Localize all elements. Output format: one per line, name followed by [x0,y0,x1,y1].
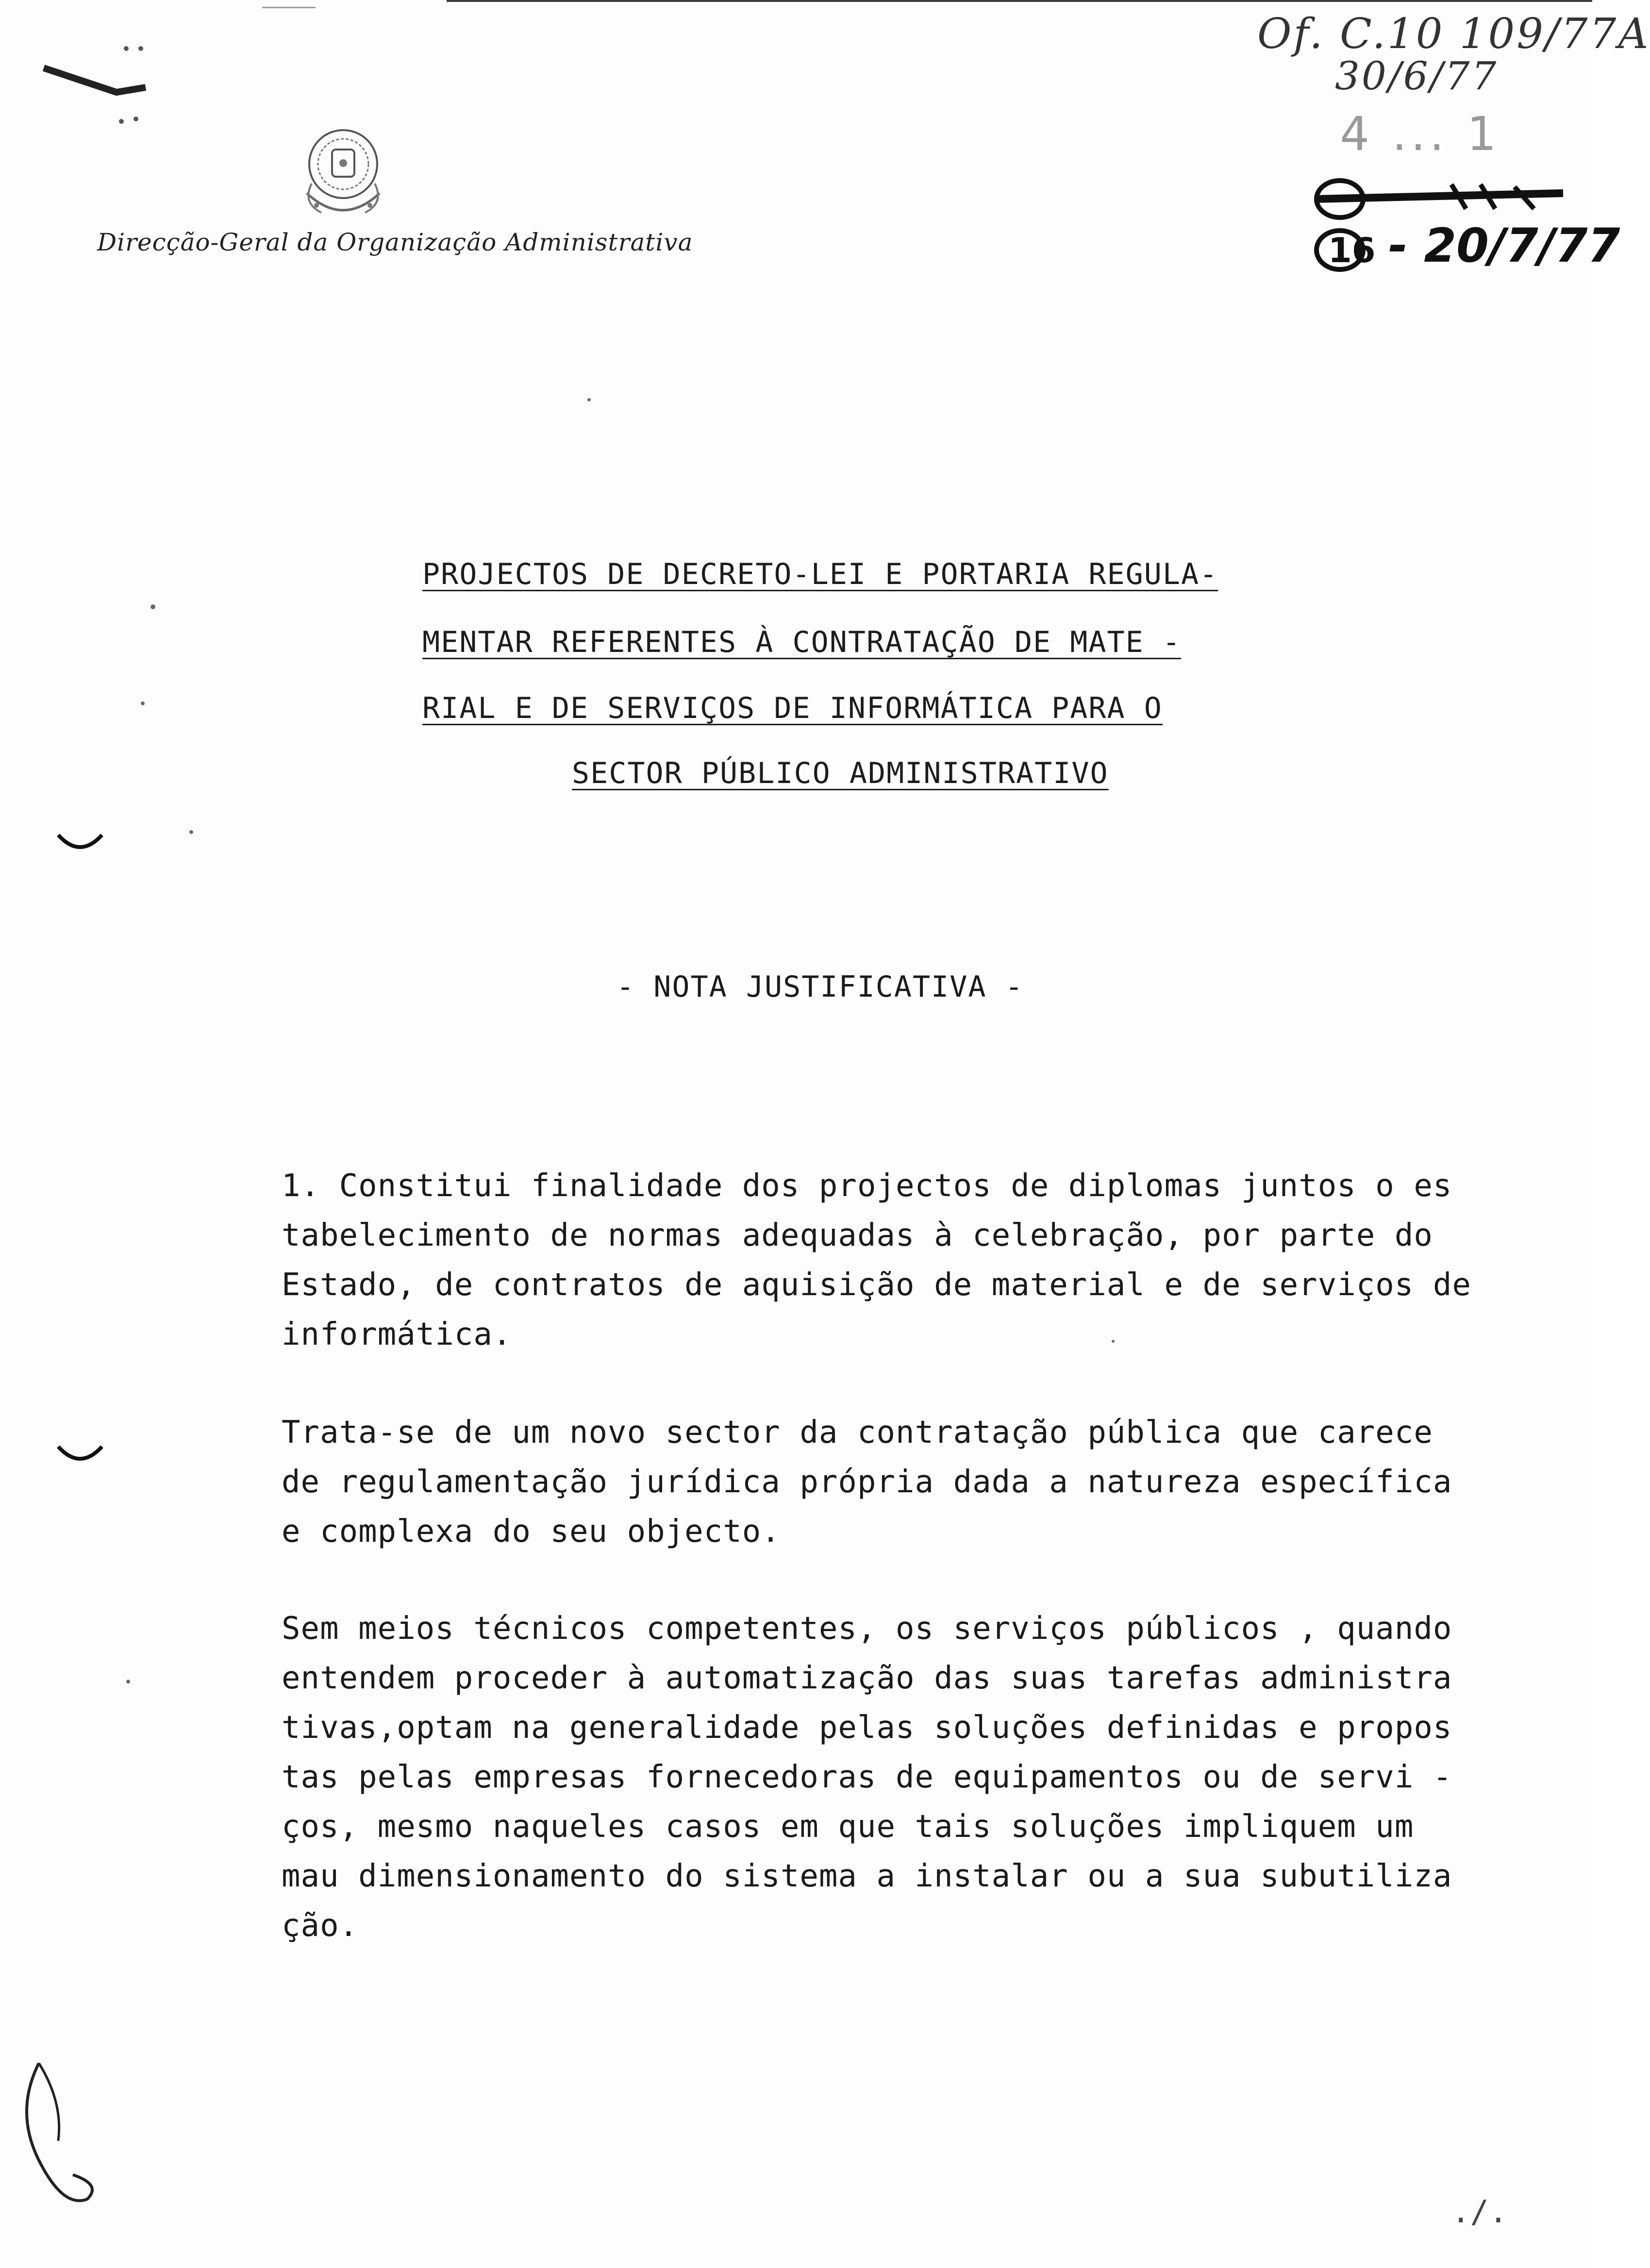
document-title-line-3: RIAL E DE SERVIÇOS DE INFORMÁTICA PARA O [422,691,1163,725]
document-title-line-1: PROJECTOS DE DECRETO-LEI E PORTARIA REGULA- [422,557,1218,591]
handwritten-reference-date: 30/6/77 [1335,53,1499,99]
scan-speck [126,1680,130,1684]
continuation-mark: ./. [1451,2194,1508,2230]
paragraph-1 [282,1161,1495,1359]
paragraph-line: tas pelas empresas fornecedoras de equipamentos ou de servi - [282,1759,1452,1795]
document-title-line-2: MENTAR REFERENTES À CONTRATAÇÃO DE MATE - [422,625,1182,659]
coat-of-arms-seal-icon [287,111,399,237]
paragraph-line: Trata-se de um novo sector da contratação pública que carece [282,1415,1433,1451]
stamp-date: - 20/7/77 [1388,218,1620,273]
scan-speck [189,830,193,834]
svg-text:16: 16 [1328,231,1376,270]
paragraph-line: mau dimensionamento do sistema a instalar ou a sua subutiliza [282,1858,1452,1894]
paragraph-line: Sem meios técnicos competentes, os serviços públicos , quando [282,1611,1452,1647]
paragraph-line: Estado, de contratos de aquisição de material e de serviços de [282,1267,1471,1303]
paragraph-line: de regulamentação jurídica própria dada a natureza específica [282,1464,1452,1500]
paragraph-line: e complexa do seu objecto. [282,1514,781,1550]
top-edge-mark [262,7,316,8]
paragraph-2 [282,1408,1495,1556]
document-subtitle: - NOTA JUSTIFICATIVA - [617,970,1024,1004]
initials-scribble-icon [10,2053,107,2214]
scan-speck [1112,1340,1115,1343]
paragraph-line: entendem proceder à automatização das suas tarefas administra [282,1660,1452,1696]
paragraph-line: 1. Constitui finalidade dos projectos de diplomas juntos o es [282,1168,1452,1204]
faded-stamp-mark: 4 ... 1 [1340,107,1500,161]
scan-speck [587,398,591,401]
scan-speck [150,604,155,609]
handwritten-reference: Of. C.10 109/77A [1257,10,1650,58]
corner-smudge-icon [29,29,155,126]
paragraph-line: tivas,optam na generalidade pelas soluções definidas e propos [282,1710,1452,1746]
organization-name: Direcção-Geral da Organização Administrativa [97,228,693,256]
paragraph-line: tabelecimento de normas adequadas à celebração, por parte do [282,1217,1433,1253]
paragraph-line: ção. [282,1908,359,1944]
paragraph-line: informática. [282,1317,512,1352]
scan-speck [141,701,145,705]
punch-hole-mark-icon [53,1437,107,1471]
top-edge-rule [447,0,1592,2]
paragraph-line: ços, mesmo naqueles casos em que tais soluções impliquem um [282,1809,1414,1845]
punch-hole-mark-icon [53,825,107,859]
paragraph-3 [282,1604,1495,1951]
document-title-line-4: SECTOR PÚBLICO ADMINISTRATIVO [572,756,1109,790]
